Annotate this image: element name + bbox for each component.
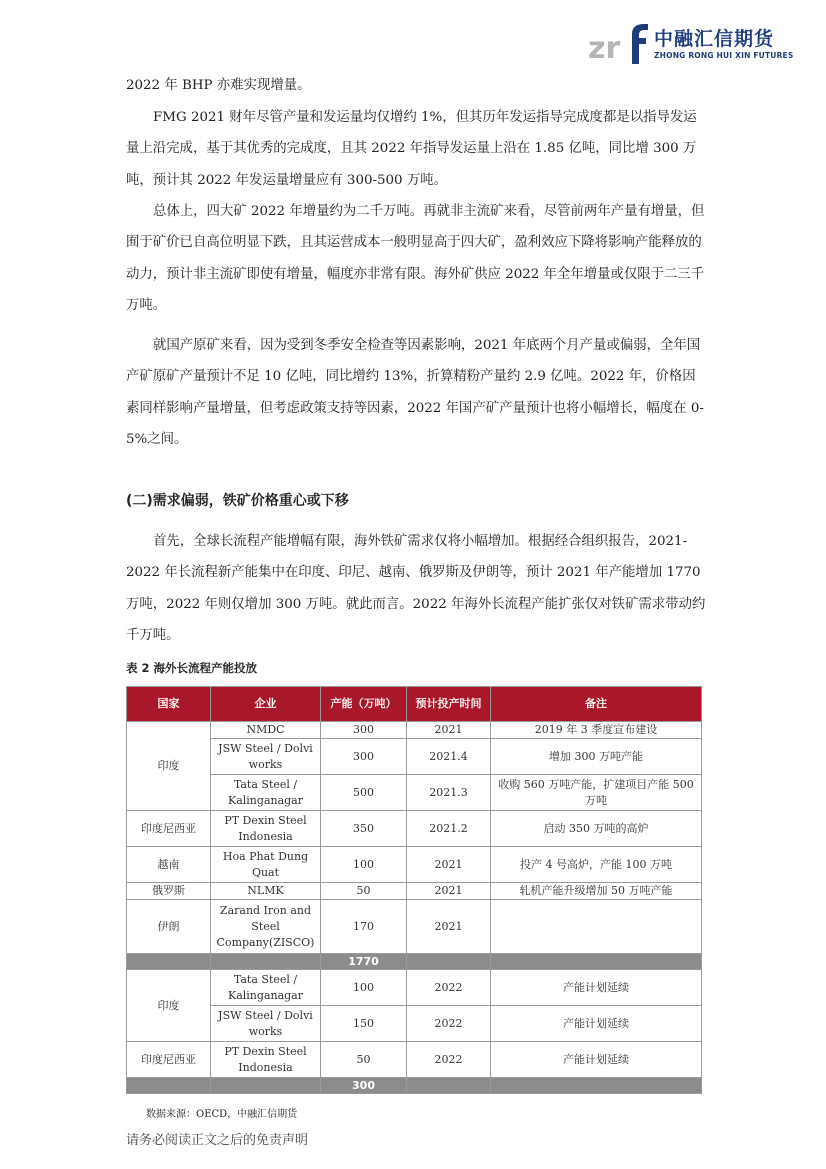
cell-capacity: 100 <box>321 970 407 1006</box>
cell-time: 2022 <box>407 970 491 1006</box>
cell-company: PT Dexin Steel Indonesia <box>211 811 321 847</box>
paragraph-domestic: 就国产原矿来看，因为受到冬季安全检查等因素影响，2021 年底两个月产量或偏弱，全年国产矿原矿产量预计不足 10 亿吨，同比增约 13%，折算精粉产量约 2.9 亿吨。2022 年，价格因素同样影响产量增量，但考虑政策支持等因素，2022 年国产矿产量预计也将小幅增长，幅度在 0-5%之间。 <box>126 338 704 448</box>
paragraph-overview: 总体上，四大矿 2022 年增量约为二千万吨。再就非主流矿来看，尽管前两年产量有增量，但囿于矿价已自高位明显下跌，且其运营成本一般明显高于四大矿，盈利效应下降将影响产能释放的动力，预计非主流矿即使有增量，幅度亦非常有限。海外矿供应 2022 年全年增量或仅限于二三千万吨。 <box>126 204 705 314</box>
cell-capacity: 150 <box>321 1006 407 1042</box>
company-logo <box>588 20 794 64</box>
cell-company: NLMK <box>211 883 321 900</box>
cell-company: NMDC <box>211 722 321 739</box>
cell-capacity: 300 <box>321 722 407 739</box>
cell-time: 2021.3 <box>407 775 491 811</box>
subtotal-row-2022 <box>127 1078 702 1094</box>
cell-note: 产能计划延续 <box>491 1042 702 1078</box>
cell-note: 投产 4 号高炉，产能 100 万吨 <box>491 847 702 883</box>
cell-country: 越南 <box>127 847 211 883</box>
cell-company: Tata Steel / Kalinganagar <box>211 970 321 1006</box>
header-company: 企业 <box>211 687 321 722</box>
table-title: 表 2 海外长流程产能投放 <box>126 661 258 675</box>
cell-note <box>491 900 702 954</box>
logo-chinese-name: 中融汇信期货 <box>654 28 775 50</box>
subtotal-value: 300 <box>321 1078 407 1094</box>
cell-capacity: 500 <box>321 775 407 811</box>
cell-note: 启动 350 万吨的高炉 <box>491 811 702 847</box>
cell-country: 俄罗斯 <box>127 883 211 900</box>
svg-text:zr: zr <box>588 31 621 64</box>
table-row <box>127 900 702 954</box>
header-capacity: 产能（万吨） <box>321 687 407 722</box>
cell-country: 印度 <box>127 970 211 1042</box>
cell-note: 轧机产能升级增加 50 万吨产能 <box>491 883 702 900</box>
data-source-note: 数据来源：OECD，中融汇信期货 <box>146 1109 298 1120</box>
cell-capacity: 350 <box>321 811 407 847</box>
cell-capacity: 300 <box>321 739 407 775</box>
cell-time: 2021 <box>407 722 491 739</box>
cell-country: 印度尼西亚 <box>127 811 211 847</box>
subtotal-value: 1770 <box>321 954 407 970</box>
cell-time: 2021 <box>407 847 491 883</box>
cell-time: 2021.4 <box>407 739 491 775</box>
subtotal-row-2021 <box>127 954 702 970</box>
capacity-table <box>126 686 702 1094</box>
table-row <box>127 883 702 900</box>
header-note: 备注 <box>491 687 702 722</box>
table-row <box>127 1006 702 1042</box>
header-country: 国家 <box>127 687 211 722</box>
cell-time: 2022 <box>407 1042 491 1078</box>
cell-company: JSW Steel / Dolvi works <box>211 1006 321 1042</box>
cell-capacity: 170 <box>321 900 407 954</box>
cell-company: JSW Steel / Dolvi works <box>211 739 321 775</box>
cell-capacity: 50 <box>321 883 407 900</box>
table-row <box>127 722 702 739</box>
cell-capacity: 100 <box>321 847 407 883</box>
cell-time: 2022 <box>407 1006 491 1042</box>
cell-time: 2021 <box>407 900 491 954</box>
zrf-logo-icon <box>588 20 650 64</box>
cell-note: 2019 年 3 季度宣布建设 <box>491 722 702 739</box>
disclaimer-footer: 请务必阅读正文之后的免责声明 <box>126 1133 309 1148</box>
section-heading: (二)需求偏弱，铁矿价格重心或下移 <box>126 493 349 509</box>
cell-note: 产能计划延续 <box>491 970 702 1006</box>
cell-note: 产能计划延续 <box>491 1006 702 1042</box>
table-row <box>127 775 702 811</box>
cell-country: 印度尼西亚 <box>127 1042 211 1078</box>
paragraph-fmg: FMG 2021 财年尽管产量和发运量均仅增约 1%，但其历年发运指导完成度都是以指导发运量上沿完成，基于其优秀的完成度，且其 2022 年指导发运量上沿在 1.85 亿吨，同比增 300 万吨，预计其 2022 年发运量增量应有 300-500 万吨。 <box>126 110 697 188</box>
cell-country: 伊朗 <box>127 900 211 954</box>
cell-note: 收购 560 万吨产能，扩建项目产能 500 万吨 <box>491 775 702 811</box>
cell-capacity: 50 <box>321 1042 407 1078</box>
cell-country: 印度 <box>127 722 211 811</box>
paragraph-bhp: 2022 年 BHP 亦难实现增量。 <box>126 78 311 93</box>
paragraph-demand: 首先，全球长流程产能增幅有限，海外铁矿需求仅将小幅增加。根据经合组织报告，2021-2022 年长流程新产能集中在印度、印尼、越南、俄罗斯及伊朗等，预计 2021 年产能增加 1770 万吨，2022 年则仅增加 300 万吨。就此而言。2022 年海外长流程产能扩张仅对铁矿需求带动约千万吨。 <box>126 534 706 644</box>
table-row <box>127 970 702 1006</box>
table-row <box>127 847 702 883</box>
table-row <box>127 739 702 775</box>
header-time: 预计投产时间 <box>407 687 491 722</box>
cell-company: PT Dexin Steel Indonesia <box>211 1042 321 1078</box>
table-row <box>127 1042 702 1078</box>
cell-company: Tata Steel / Kalinganagar <box>211 775 321 811</box>
logo-english-name: ZHONG RONG HUI XIN FUTURES <box>654 51 794 60</box>
cell-time: 2021 <box>407 883 491 900</box>
cell-company: Hoa Phat Dung Quat <box>211 847 321 883</box>
cell-time: 2021.2 <box>407 811 491 847</box>
cell-company: Zarand Iron and Steel Company(ZISCO) <box>211 900 321 954</box>
table-header-row <box>127 687 702 722</box>
cell-note: 增加 300 万吨产能 <box>491 739 702 775</box>
table-row <box>127 811 702 847</box>
